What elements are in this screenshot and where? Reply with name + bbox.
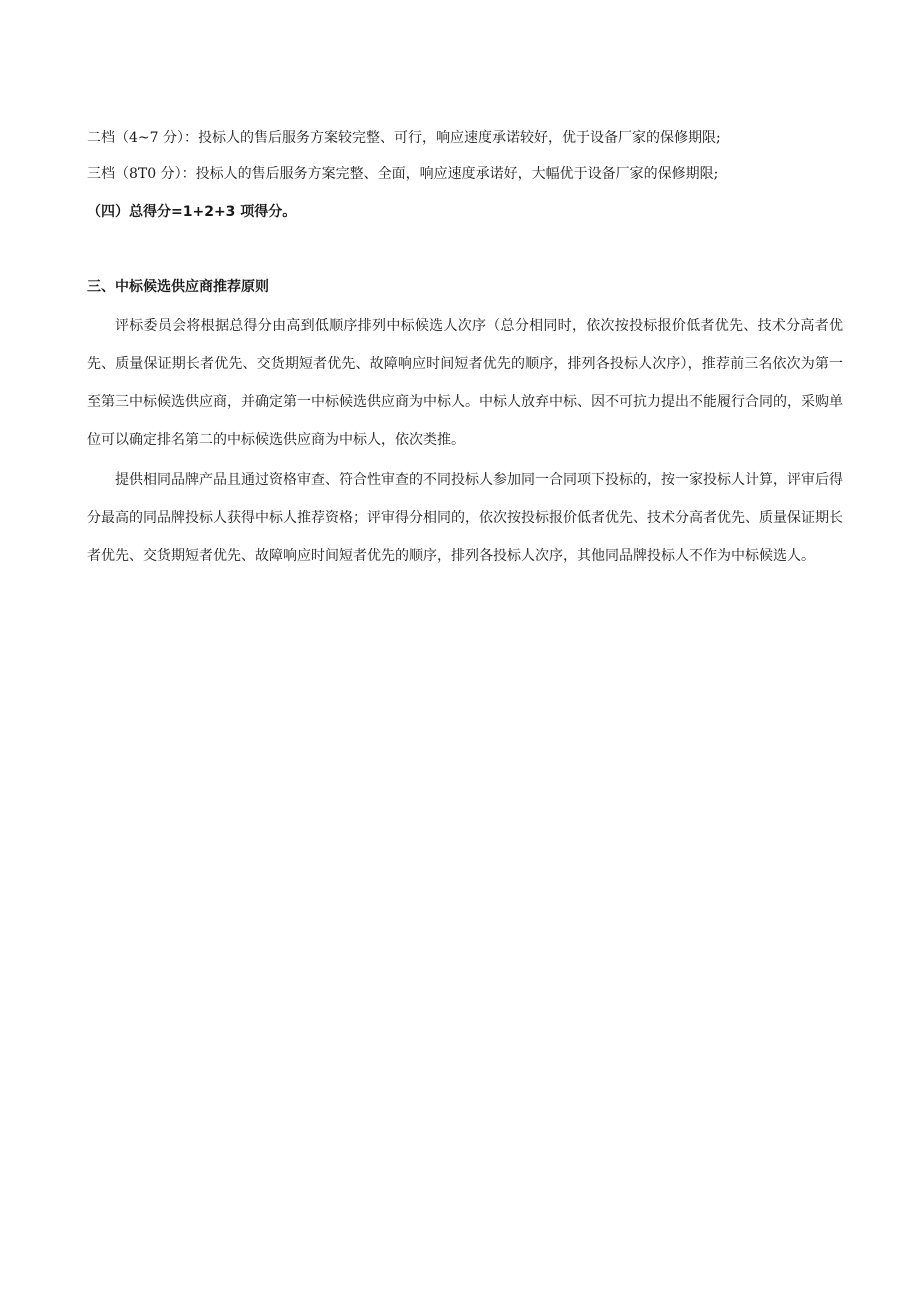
total-score-line: （四）总得分=1+2+3 项得分。	[87, 204, 297, 220]
section-heading: 三、中标候选供应商推荐原则	[87, 279, 269, 295]
same-brand-paragraph: 提供相同品牌产品且通过资格审查、符合性审查的不同投标人参加同一合同项下投标的，按一家投标人计算，评审后得分最高的同品牌投标人获得中标人推荐资格；评审得分相同的，依次按投标报价低者优先、技术分高者优先、质量保证期长者优先、交货期短者优先、故障响应时间短者优先的顺序，排列各投标人次序，其他同品牌投标人不作为中标候选人。	[87, 472, 843, 564]
recommendation-paragraph: 评标委员会将根据总得分由高到低顺序排列中标候选人次序（总分相同时，依次按投标报价低者优先、技术分高者优先、质量保证期长者优先、交货期短者优先、故障响应时间短者优先的顺序，排列各投标人次序），推荐前三名依次为第一至第三中标候选供应商，并确定第一中标候选供应商为中标人。中标人放弃中标、因不可抗力提出不能履行合同的，采购单位可以确定排名第二的中标候选供应商为中标人，依次类推。	[87, 318, 843, 448]
tier2-criteria: 二档（4~7 分）：投标人的售后服务方案较完整、可行，响应速度承诺较好，优于设备厂家的保修期限;	[87, 130, 721, 146]
tier3-criteria: 三档（8T0 分）：投标人的售后服务方案完整、全面，响应速度承诺好，大幅优于设备厂家的保修期限;	[87, 166, 719, 182]
